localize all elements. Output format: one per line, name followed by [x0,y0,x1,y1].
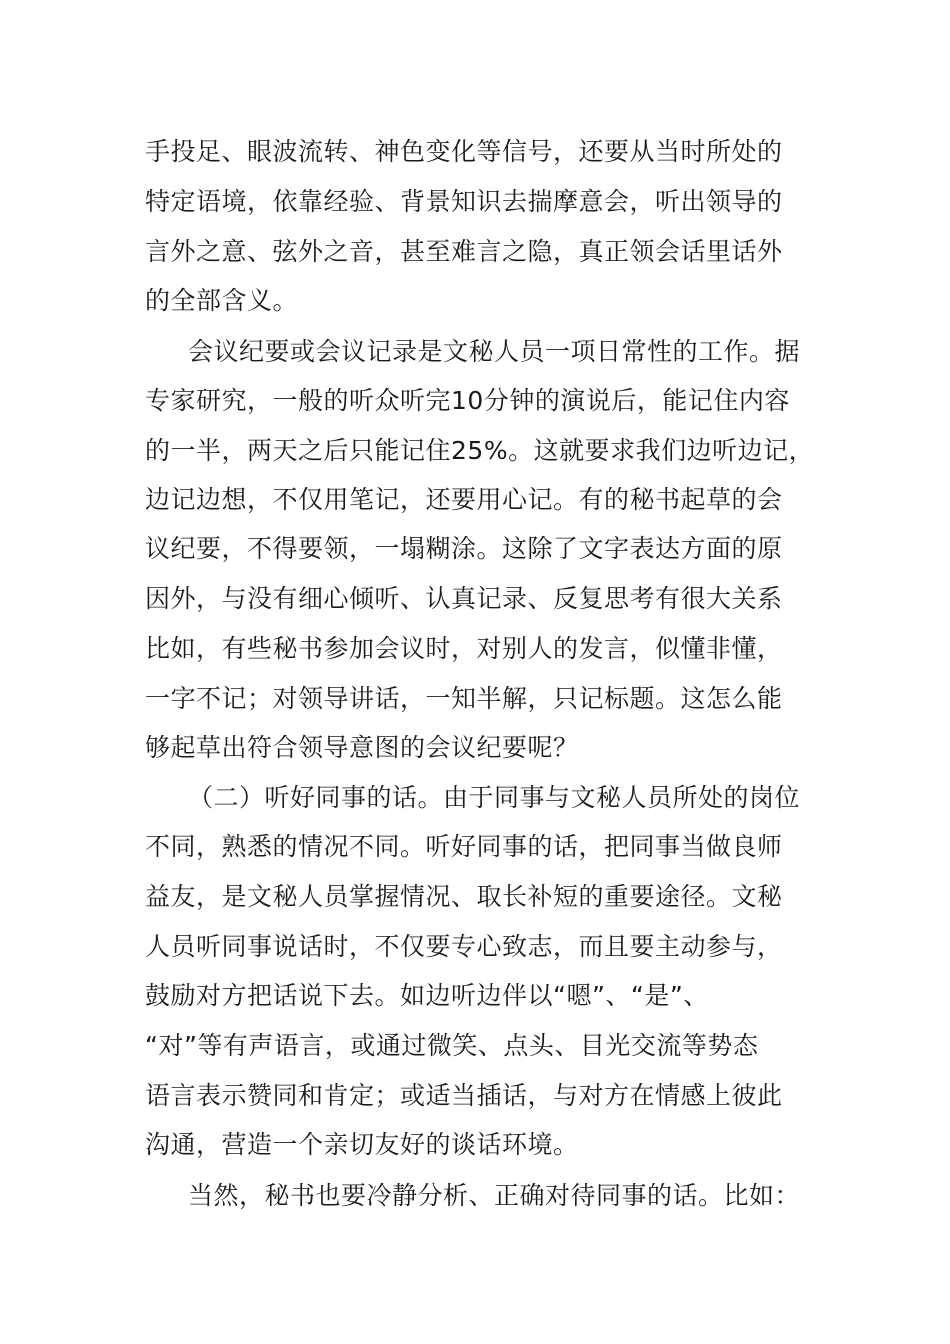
text-line: 边记边想，不仅用笔记，还要用心记。有的秘书起草的会 [145,485,783,514]
text-line: 比如，有些秘书参加会议时，对别人的发言，似懂非懂， [145,634,783,663]
text-line: 语言表示赞同和肯定；或适当插话，与对方在情感上彼此 [145,1081,783,1110]
text-line: 专家研究，一般的听众听完10分钟的演说后，能记住内容 [145,386,790,415]
text-line: 特定语境，依靠经验、背景知识去揣摩意会，听出领导的 [145,187,783,216]
text-line: 沟通，营造一个亲切友好的谈话环境。 [145,1130,579,1159]
text-line: 因外，与没有细心倾听、认真记录、反复思考有很大关系 [145,584,783,613]
text-line: 鼓励对方把话说下去。如边听边伴以“嗯”、“是”、 [145,981,709,1010]
text-line: 的全部含义。 [145,286,299,315]
paragraph-first-line: （二）听好同事的话。由于同事与文秘人员所处的岗位 [188,783,801,812]
text-line: 议纪要，不得要领，一塌糊涂。这除了文字表达方面的原 [145,534,783,563]
text-line: 益友，是文秘人员掌握情况、取长补短的重要途径。文秘 [145,882,783,911]
text-line: 够起草出符合领导意图的会议纪要呢？ [145,733,579,762]
text-line: 手投足、眼波流转、神色变化等信号，还要从当时所处的 [145,137,783,166]
paragraph-first-line: 当然，秘书也要冷静分析、正确对待同事的话。比如： [188,1181,801,1210]
text-line: 不同，熟悉的情况不同。听好同事的话，把同事当做良师 [145,832,783,861]
text-line: 的一半，两天之后只能记住25%。这就要求我们边听边记， [145,436,815,465]
paragraph-first-line: 会议纪要或会议记录是文秘人员一项日常性的工作。据 [188,337,801,366]
text-line: “对”等有声语言，或通过微笑、点头、目光交流等势态 [145,1031,759,1060]
text-line: 人员听同事说话时，不仅要专心致志，而且要主动参与， [145,932,783,961]
text-line: 言外之意、弦外之音，甚至难言之隐，真正领会话里话外 [145,237,783,266]
text-line: 一字不记；对领导讲话，一知半解，只记标题。这怎么能 [145,684,783,713]
